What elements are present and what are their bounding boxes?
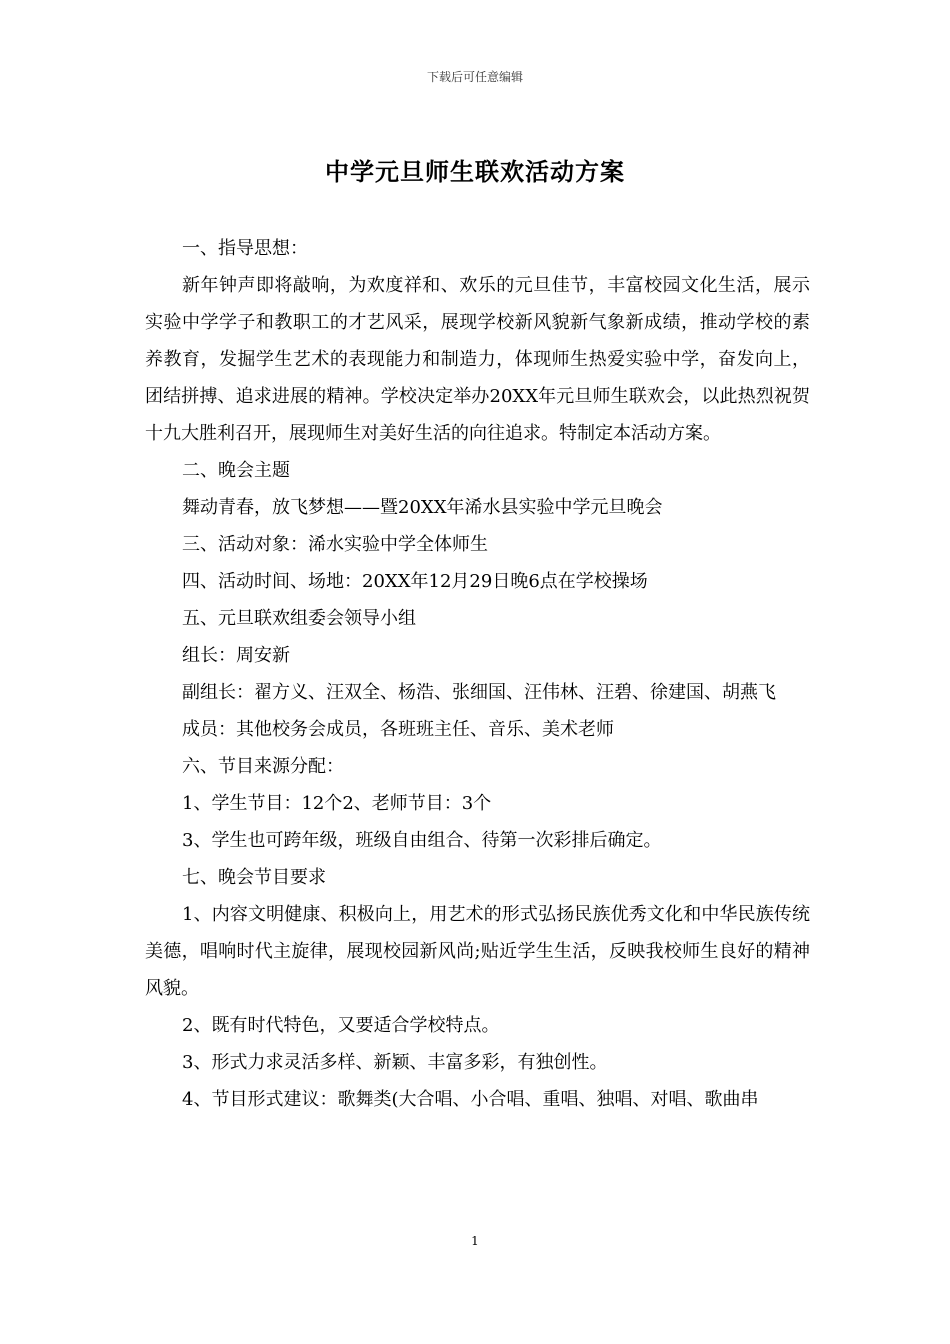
- paragraph-requirement-4: 4、节目形式建议：歌舞类(大合唱、小合唱、重唱、独唱、对唱、歌曲串: [182, 1089, 759, 1110]
- paragraph-requirement-3: 3、形式力求灵活多样、新颖、丰富多彩，有独创性。: [182, 1052, 608, 1073]
- paragraph-theme: 舞动青春，放飞梦想——暨20XX年浠水县实验中学元旦晚会: [182, 497, 663, 518]
- section-heading-program-allocation: 六、节目来源分配：: [182, 756, 344, 777]
- section-heading-program-requirements: 七、晚会节目要求: [182, 867, 326, 888]
- section-heading-audience: 三、活动对象：浠水实验中学全体师生: [182, 534, 488, 555]
- section-heading-theme: 二、晚会主题: [182, 460, 290, 481]
- document-body: [145, 230, 810, 1118]
- paragraph-requirement-2: 2、既有时代特色，又要适合学校特点。: [182, 1015, 500, 1036]
- header-note: 下载后可任意编辑: [426, 70, 523, 84]
- section-heading-leadership: 五、元旦联欢组委会领导小组: [182, 608, 416, 629]
- paragraph-deputy-leaders: 副组长：翟方义、汪双全、杨浩、张细国、汪伟林、汪碧、徐建国、胡燕飞: [182, 682, 776, 703]
- page-number: 1: [471, 1234, 479, 1248]
- paragraph-requirement-1: 1、内容文明健康、积极向上，用艺术的形式弘扬民族优秀文化和中华民族传统美德，唱响时代主旋律，展现校园新风尚;贴近学生生活，反映我校师生良好的精神风貌。: [145, 904, 810, 999]
- paragraph-cross-grade: 3、学生也可跨年级，班级自由组合、待第一次彩排后确定。: [182, 830, 662, 851]
- paragraph-program-counts: 1、学生节目：12个2、老师节目：3个: [182, 793, 492, 814]
- paragraph-members: 成员：其他校务会成员，各班班主任、音乐、美术老师: [182, 719, 614, 740]
- section-heading-guiding-ideology: 一、指导思想：: [182, 238, 308, 259]
- paragraph-introduction: 新年钟声即将敲响，为欢度祥和、欢乐的元旦佳节，丰富校园文化生活，展示实验中学学子和教职工的才艺风采，展现学校新风貌新气象新成绩，推动学校的素养教育，发掘学生艺术的表现能力和制造力，体现师生热爱实验中学，奋发向上，团结拼搏、追求进展的精神。学校决定举办20XX年元旦师生联欢会，以此热烈祝贺十九大胜利召开，展现师生对美好生活的向往追求。特制定本活动方案。: [145, 275, 810, 444]
- section-heading-time-venue: 四、活动时间、场地：20XX年12月29日晚6点在学校操场: [182, 571, 648, 592]
- paragraph-leader: 组长：周安新: [182, 645, 290, 666]
- document-title: 中学元旦师生联欢活动方案: [325, 158, 625, 186]
